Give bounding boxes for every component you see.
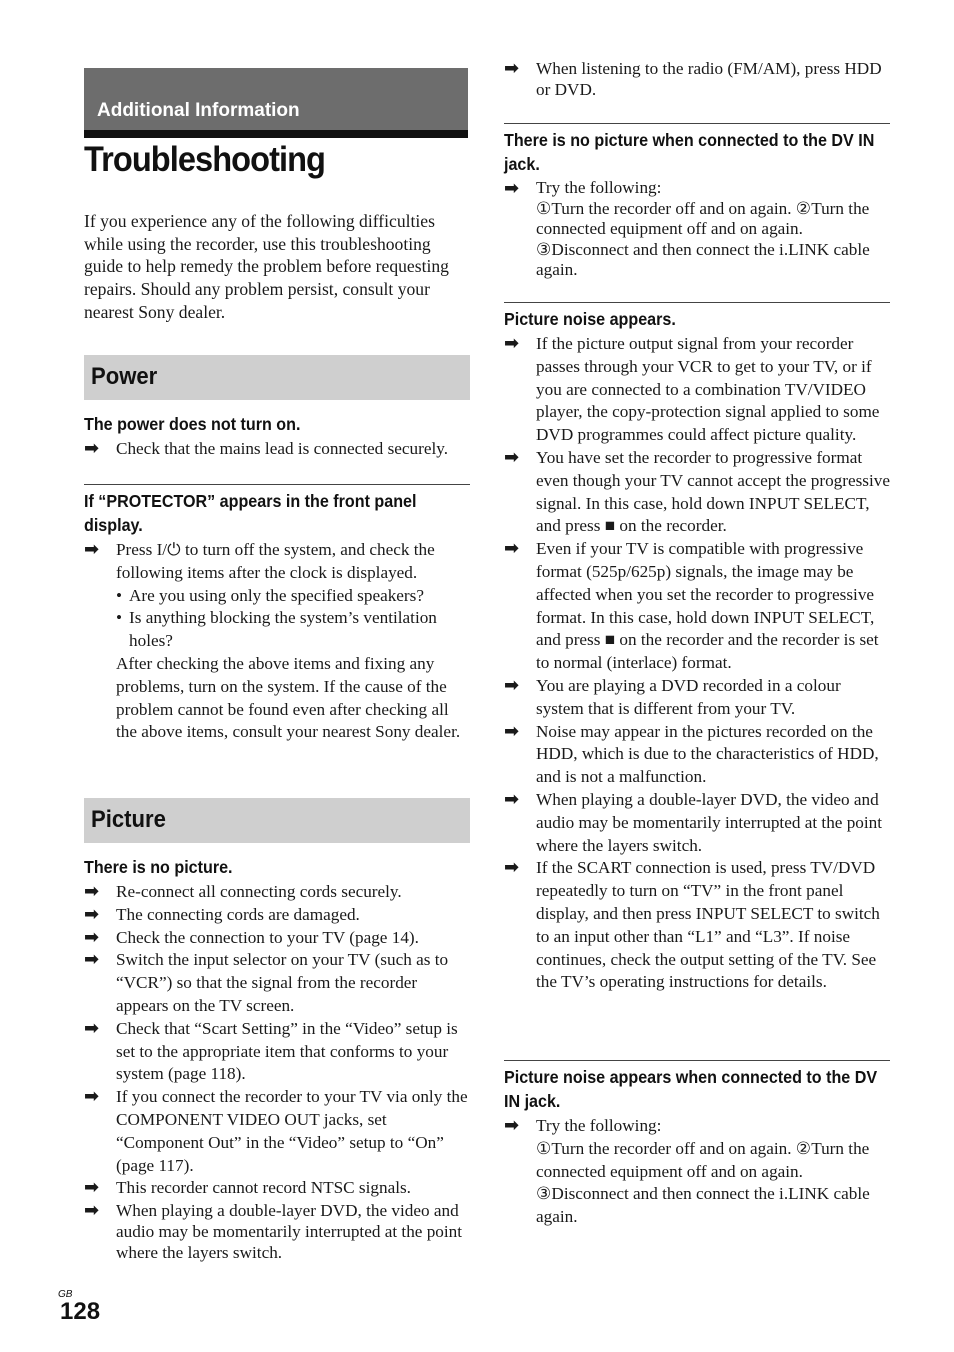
picture-section-title: Picture xyxy=(91,806,166,833)
answer-item xyxy=(84,438,474,461)
right-arrow-icon: ➡ xyxy=(504,1115,520,1136)
answer-item xyxy=(504,1115,890,1229)
right-arrow-icon: ➡ xyxy=(504,720,520,742)
banner-rule xyxy=(84,130,468,138)
power-q1 xyxy=(84,412,474,461)
question-dv-in xyxy=(504,123,890,281)
answer-item xyxy=(504,857,890,994)
answer-text: Even if your TV is compatible with progressive format (525p/625p) signals, the image may be affected when you set the recorder to progressive format. In this case, hold down INPUT SELECT, and press ■ on the recorder and the recorder is set to normal (interlace) format. xyxy=(536,539,879,673)
question-picture-noise xyxy=(504,302,890,994)
page-title: Troubleshooting xyxy=(84,140,326,179)
answer-text: If the SCART connection is used, press TV/DVD repeatedly to turn on “TV” in the front panel display, and then press INPUT SELECT to switch to an input other than “L1” and “L3”. If noise continues, check the output setting of the TV. See the TV’s operating instructions for details. xyxy=(536,858,880,992)
question-heading: There is no picture. xyxy=(84,857,233,877)
intro-paragraph: If you experience any of the following difficulties while using the recorder, use this troubleshooting guide to help remedy the problem before requesting repairs. Should any problem persist, consult your nearest Sony dealer. xyxy=(84,211,449,322)
right-arrow-icon: ➡ xyxy=(504,178,520,199)
question-heading: Picture noise appears when connected to the DV IN jack. xyxy=(504,1067,878,1111)
answer-item xyxy=(504,58,890,100)
answer-item xyxy=(504,721,890,789)
answer-item xyxy=(84,904,470,927)
divider xyxy=(504,1060,890,1061)
answer-item xyxy=(84,949,470,1017)
answer-item xyxy=(84,1200,470,1263)
answer-item xyxy=(504,538,890,675)
answer-text: Switch the input selector on your TV (such as to “VCR”) so that the signal from the recorder appears on the TV screen. xyxy=(116,950,449,1015)
right-arrow-icon: ➡ xyxy=(84,881,100,902)
check-list xyxy=(116,585,470,653)
right-arrow-icon: ➡ xyxy=(84,949,100,971)
divider xyxy=(504,302,890,303)
answer-text: When listening to the radio (FM/AM), press HDD or DVD. xyxy=(536,59,882,99)
power-section-header xyxy=(84,355,470,400)
answer-item xyxy=(84,881,470,904)
list-item: • Is anything blocking the system’s ventilation holes? xyxy=(116,607,470,653)
picture-q1 xyxy=(84,855,470,1263)
answer-text: The connecting cords are damaged. xyxy=(116,904,360,924)
right-arrow-icon: ➡ xyxy=(504,333,520,354)
answer-item xyxy=(504,178,890,281)
question-heading: There is no picture when connected to the DV IN jack. xyxy=(504,130,875,174)
right-arrow-icon: ➡ xyxy=(84,1086,100,1108)
right-arrow-icon: ➡ xyxy=(504,674,520,696)
right-arrow-icon: ➡ xyxy=(504,58,520,79)
right-arrow-icon: ➡ xyxy=(504,788,520,810)
answer-text: Try the following: xyxy=(536,1116,662,1135)
list-item: • Are you using only the specified speakers? xyxy=(116,585,470,608)
answer-text: When playing a double-layer DVD, the video and audio may be momentarily interrupted at the point where the layers switch. xyxy=(116,1201,463,1263)
answer-text: ①Turn the recorder off and on again. ②Turn the connected equipment off and on again. ③Disconnect and then connect the i.LINK cable again. xyxy=(536,198,870,279)
right-arrow-icon: ➡ xyxy=(84,926,100,948)
answer-item xyxy=(84,1086,470,1177)
question-heading: If “PROTECTOR” appears in the front panel display. xyxy=(84,491,417,535)
answer-item xyxy=(84,1177,470,1200)
answer-item xyxy=(84,1018,470,1086)
answer-text: After checking the above items and fixing any problems, turn on the system. If the cause of the problem cannot be found even after checking all the above items, consult your nearest Sony dealer. xyxy=(116,653,461,742)
right-arrow-icon: ➡ xyxy=(84,438,100,459)
section-label: Additional Information xyxy=(97,100,300,121)
answer-item xyxy=(504,675,890,721)
answer-text: Re-connect all connecting cords securely. xyxy=(116,882,402,901)
right-arrow-icon: ➡ xyxy=(504,857,520,879)
answer-text: Check the connection to your TV (page 14). xyxy=(116,927,419,947)
answer-item xyxy=(84,539,470,744)
power-section-title: Power xyxy=(91,363,158,390)
right-arrow-icon: ➡ xyxy=(84,539,100,560)
right-arrow-icon: ➡ xyxy=(84,1177,100,1199)
answer-text: Check that “Scart Setting” in the “Video” setup is set to the appropriate item that conforms to your system (page 118). xyxy=(116,1018,458,1084)
right-arrow-icon: ➡ xyxy=(84,903,100,925)
answer-text: When playing a double-layer DVD, the video and audio may be momentarily interrupted at the point where the layers switch. xyxy=(536,789,883,855)
radio-item xyxy=(504,58,890,100)
question-noise-dv-in xyxy=(504,1060,890,1229)
right-arrow-icon: ➡ xyxy=(84,1200,100,1222)
answer-text: Try the following: xyxy=(536,178,662,197)
power-q2 xyxy=(84,484,470,744)
answer-text: ①Turn the recorder off and on again. ②Turn the connected equipment off and on again. ③Disconnect and then connect the i.LINK cable again. xyxy=(536,1138,870,1227)
right-arrow-icon: ➡ xyxy=(504,446,520,468)
answer-text: You have set the recorder to progressive format even though your TV cannot accept the progressive signal. In this case, hold down INPUT SELECT, and press ■ on the recorder. xyxy=(536,447,890,536)
answer-text: Noise may appear in the pictures recorded on the HDD, which is due to the characteristics of HDD, and is not a malfunction. xyxy=(536,721,879,787)
picture-section-header xyxy=(84,798,470,843)
divider xyxy=(84,484,470,485)
answer-text: If you connect the recorder to your TV via only the COMPONENT VIDEO OUT jacks, set “Component Out” in the “Video” setup to “On” (page 117). xyxy=(116,1087,468,1175)
answer-item xyxy=(504,447,890,538)
page-region-label: GB xyxy=(58,1289,73,1300)
answer-item xyxy=(84,927,470,950)
right-arrow-icon: ➡ xyxy=(504,538,520,560)
question-heading: Picture noise appears. xyxy=(504,309,676,329)
answer-text: You are playing a DVD recorded in a colour system that is different from your TV. xyxy=(536,675,841,718)
answer-text: Press I/⏻ to turn off the system, and check the following items after the clock is displayed. xyxy=(116,540,435,582)
answer-text: If the picture output signal from your recorder passes through your VCR to get to your TV, or if you are connected to a combination TV/VIDEO player, the copy-protection signal applied to some DVD programmes could affect picture quality. xyxy=(536,334,880,445)
answer-item xyxy=(504,333,890,447)
answer-text: This recorder cannot record NTSC signals. xyxy=(116,1178,411,1198)
page-number: 128 xyxy=(60,1298,101,1325)
divider xyxy=(504,123,890,124)
right-arrow-icon: ➡ xyxy=(84,1017,100,1039)
answer-text: Check that the mains lead is connected securely. xyxy=(116,439,449,458)
question-heading: The power does not turn on. xyxy=(84,414,301,434)
answer-item xyxy=(504,789,890,857)
section-banner xyxy=(84,68,468,130)
